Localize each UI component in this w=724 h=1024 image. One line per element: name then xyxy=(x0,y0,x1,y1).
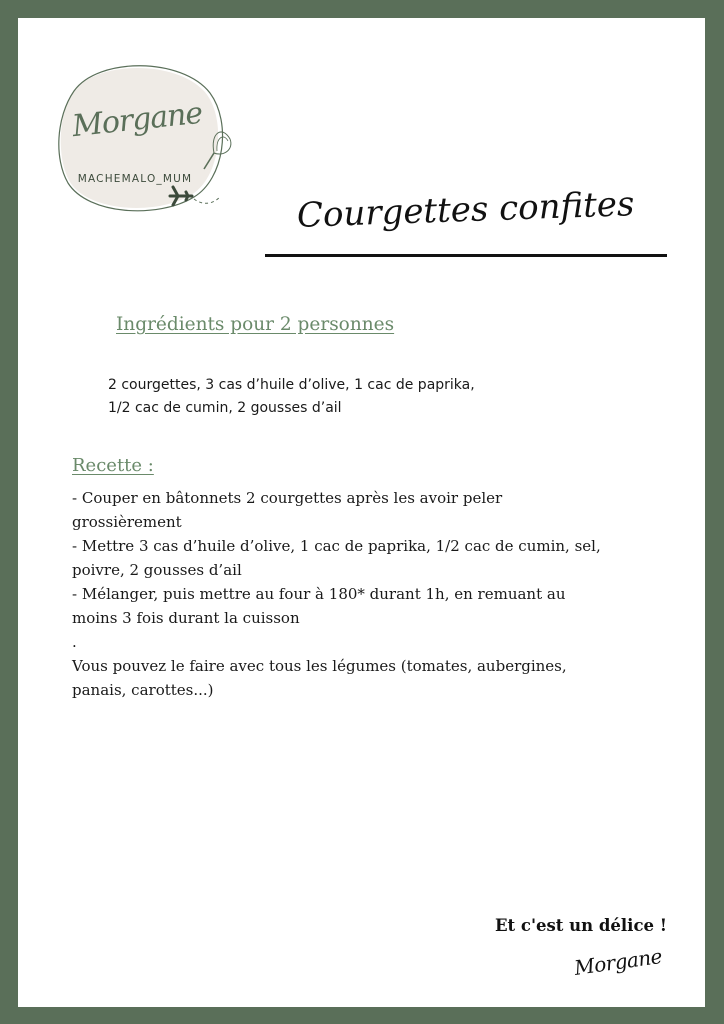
title-underline xyxy=(265,254,667,257)
recipe-step: - Mettre 3 cas d’huile d’olive, 1 cac de paprika, 1/2 cac de cumin, sel, poivre, 2 gousses d’ail xyxy=(72,537,601,579)
ingredients-line: 2 courgettes, 3 cas d’huile d’olive, 1 cac de paprika, xyxy=(108,377,475,393)
recipe-heading: Recette : xyxy=(72,455,154,476)
logo xyxy=(54,53,234,223)
recipe-title: Courgettes confites xyxy=(296,184,636,236)
logo-handle: MACHEMALO_MUM xyxy=(77,173,193,185)
recipe-step: - Mélanger, puis mettre au four à 180* durant 1h, en remuant au moins 3 fois durant la cuisson xyxy=(72,585,566,627)
recipe-note: Vous pouvez le faire avec tous les légumes (tomates, aubergines, panais, carottes...) xyxy=(72,657,567,699)
signature: Morgane xyxy=(572,943,664,981)
recipe-steps xyxy=(72,486,612,702)
ingredients-heading: Ingrédients pour 2 personnes xyxy=(116,314,395,335)
ingredients-list xyxy=(108,374,475,420)
recipe-step: . xyxy=(72,633,77,651)
recipe-page xyxy=(18,18,705,1007)
closing-line: Et c'est un délice ! xyxy=(494,916,667,935)
logo-name: Morgane xyxy=(70,95,204,145)
ingredients-line: 1/2 cac de cumin, 2 gousses d’ail xyxy=(108,400,342,416)
recipe-step: - Couper en bâtonnets 2 courgettes après les avoir peler grossièrement xyxy=(72,489,503,531)
